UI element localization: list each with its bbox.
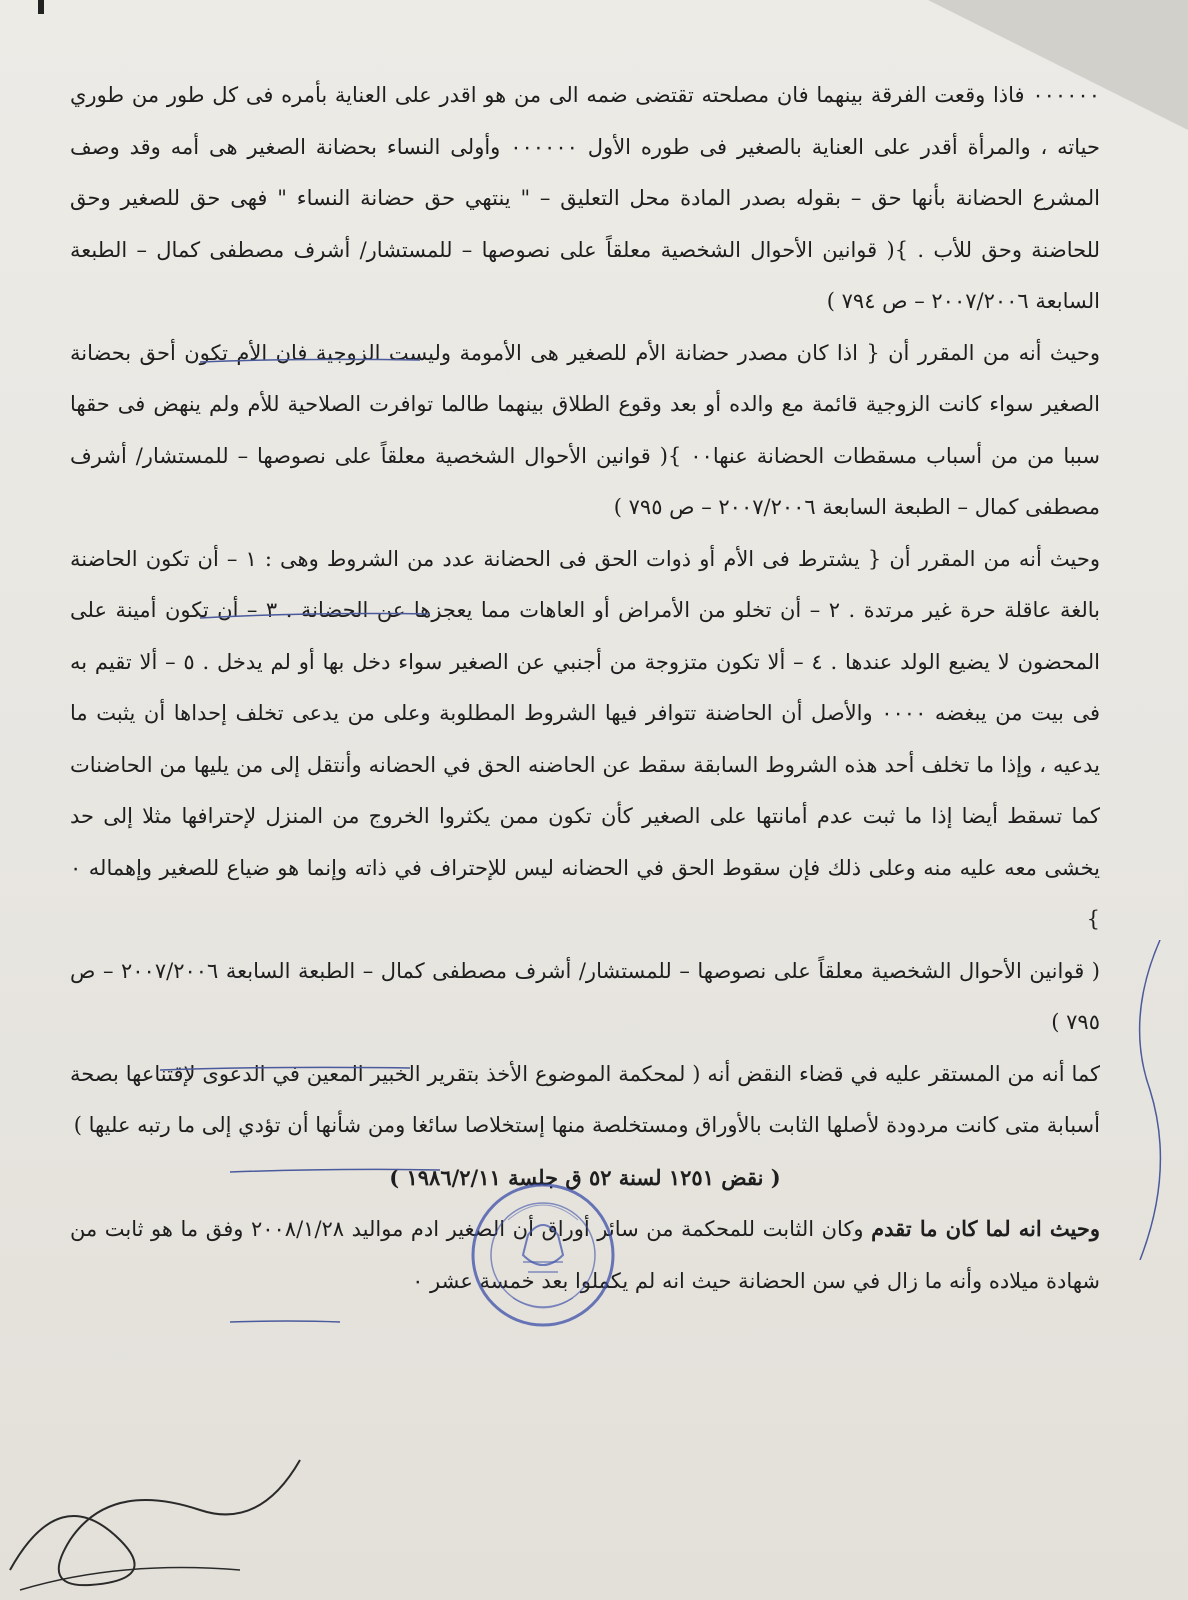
official-seal (468, 1180, 618, 1330)
staple-mark (38, 0, 44, 14)
paragraph-source-reference: ( قوانين الأحوال الشخصية معلقاً على نصوصها – للمستشار/ أشرف مصطفى كمال – الطبعة السابعة ٢٠٠٧/٢٠٠٦ – ص ٧٩٥ ) (70, 958, 1100, 1034)
cassation-citation: ( نقض ١٢٥١ لسنة ٥٢ ق جلسة ١٩٨٦/٢/١١ ) (389, 1164, 781, 1190)
margin-pen-stroke (1120, 940, 1180, 1260)
handwritten-signature (0, 1420, 360, 1600)
conclusion-lead: وحيث انه لما كان ما تقدم (871, 1216, 1100, 1241)
paragraph-custody-principle: ٠٠٠٠٠٠ فاذا وقعت الفرقة بينهما فان مصلحته تقتضى ضمه الى من هو اقدر على العناية بأمره فى كل طور من طوري حياته ، والمرأة أقدر على العناية بالصغير فى طوره الأول ٠٠٠٠٠٠ وأولى النساء بحضانة الصغير هى أمه وقد وصف المشرع الحضانة بأنها حق – بقوله بصدر المادة محل التعليق – " ينتهي حق حضانة النساء " فهى حق للصغير وحق للحاضنة وحق للأب . }( قوانين الأحوال الشخصية معلقاً على نصوصها – للمستشار/ أشرف مصطفى كمال – الطبعة السابعة ٢٠٠٧/٢٠٠٦ – ص ٧٩٤ ) (70, 83, 1100, 313)
paragraph-mother-priority: وحيث أنه من المقرر أن { اذا كان مصدر حضانة الأم للصغير هى الأمومة وليست الزوجية فان الأم تكون أحق بحضانة الصغير سواء كانت الزوجية قائمة مع والده أو بعد وقوع الطلاق بينهما طالما توافرت الصلاحية للأم ولم ينهض فى حقها سببا من من أسباب مسقطات الحضانة عنها٠٠ }( قوانين الأحوال الشخصية معلقاً على نصوصها – للمستشار/ أشرف مصطفى كمال – الطبعة السابعة ٢٠٠٧/٢٠٠٦ – ص ٧٩٥ ) (70, 340, 1100, 519)
document-body (70, 70, 1100, 1307)
conclusion-text: وكان الثابت للمحكمة من سائر أوراق أن الصغير ادم مواليد ٢٠٠٨/١/٢٨ وفق ما هو ثابت من شهادة ميلاده وأنه ما زال في سن الحضانة حيث انه لم يكملوا بعد خمسة عشر ٠ (70, 1217, 1100, 1293)
paragraph-cassation-rule: كما أنه من المستقر عليه في قضاء النقض أنه ( لمحكمة الموضوع الأخذ بتقرير الخبير المعين في الدعوى لإقتناعها بصحة أسبابة متى كانت مردودة لأصلها الثابت بالأوراق ومستخلصة منها إستخلاصا سائغا ومن شأنها أن تؤدي إلى ما رتبه عليها ) (70, 1061, 1100, 1137)
paragraph-custody-conditions: وحيث أنه من المقرر أن { يشترط فى الأم أو ذوات الحق فى الحضانة عدد من الشروط وهى : ١ – أن تكون الحاضنة بالغة عاقلة حرة غير مرتدة . ٢ – أن تخلو من الأمراض أو العاهات مما يعجزها عن الحضانة . ٣ – أن تكون أمينة على المحضون لا يضيع الولد عندها . ٤ – ألا تكون متزوجة من أجنبي عن الصغير سواء دخل بها أو لم يدخل . ٥ – ألا تقيم به فى بيت من يبغضه ٠٠٠٠ والأصل أن الحاضنة تتوافر فيها الشروط المطلوبة وعلى من يدعى تخلف إحداها أن يثبت ما يدعيه ، وإذا ما تخلف أحد هذه الشروط السابقة سقط عن الحاضنه الحق في الحضانه وأنتقل إلى من يليها من الحاضنات كما تسقط أيضا إذا ما ثبت عدم أمانتها على الصغير كأن تكون ممن يكثروا الخروج من المنزل لإحترافها مثلا إلى حد يخشى معه عليه منه وعلى ذلك فإن سقوط الحق في الحضانه ليس للإحتراف في ذاته وإنما هو ضياع للصغير وإهماله ٠ } (70, 546, 1101, 931)
